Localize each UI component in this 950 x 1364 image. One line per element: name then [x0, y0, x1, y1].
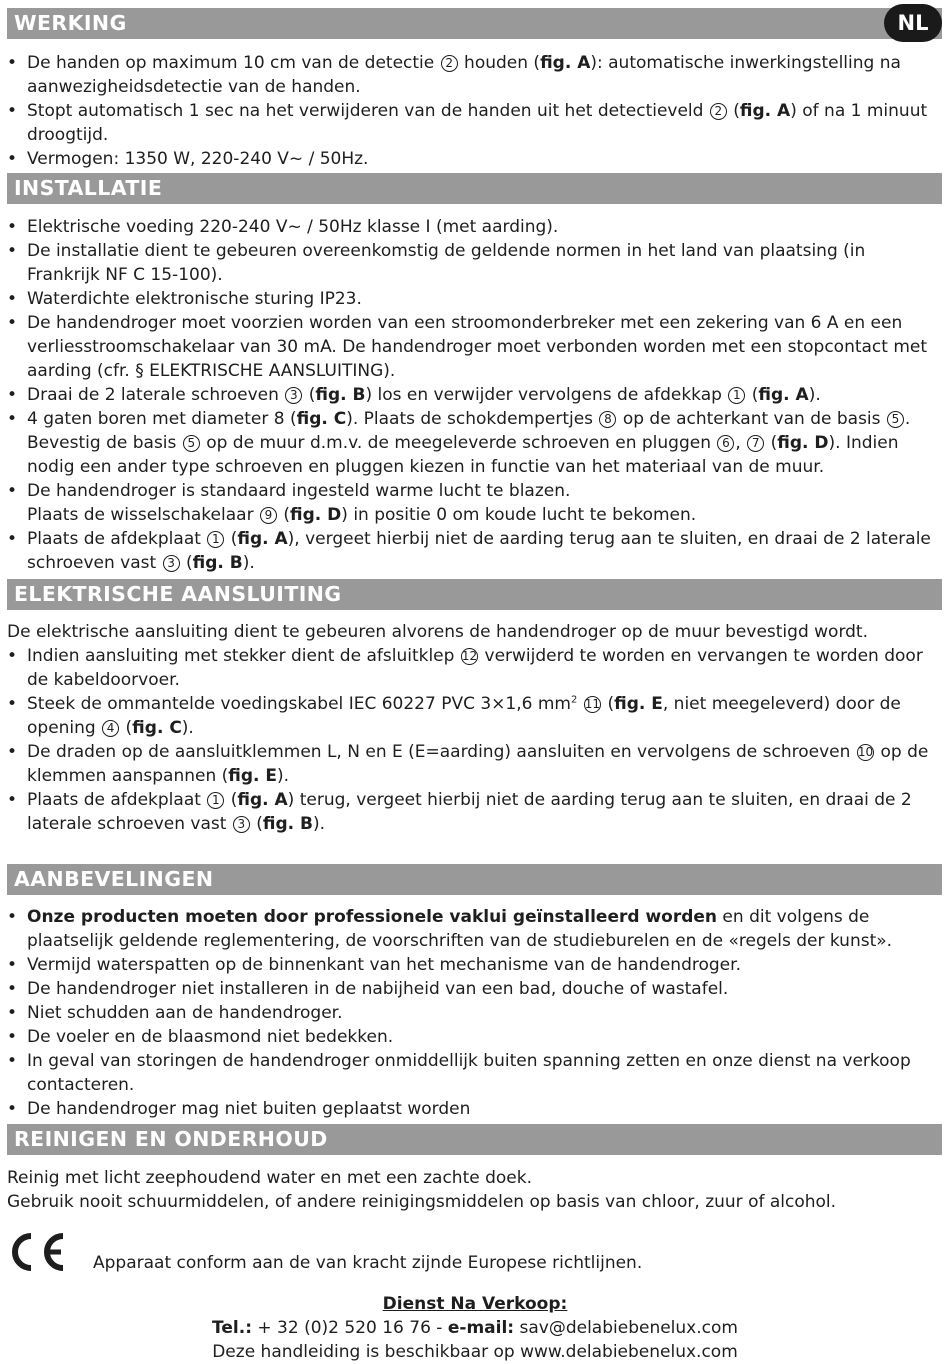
part-number-badge: 7: [747, 435, 764, 452]
section-werking: [7, 8, 942, 171]
text-line: Reinig met licht zeephoudend water en met een zachte doek.: [7, 1168, 532, 1188]
section-header: AANBEVELINGEN: [7, 864, 942, 895]
section-aanbevelingen: [7, 864, 942, 1121]
bold-text: fig. D: [777, 433, 829, 453]
bold-text: fig. B: [192, 553, 243, 573]
section-installatie: [7, 173, 942, 575]
part-number-badge: 1: [207, 792, 224, 809]
list-item: • Steek de ommantelde voedingskabel IEC 60227 PVC 3×1,6 $mm^2$ 11 (fig. E, niet meegeleverd) door de opening 4 (fig. C).: [7, 692, 942, 740]
intro-text: De elektrische aansluiting dient te gebeuren alvorens de handendroger op de muur bevestigd wordt.: [7, 622, 868, 642]
list-item: • Stopt automatisch 1 sec na het verwijderen van de handen uit het detectieveld 2 (fig. A) of na 1 minuut droogtijd.: [7, 99, 942, 147]
bold-text: fig. E: [228, 766, 278, 786]
part-number-badge: 2: [710, 103, 727, 120]
bold-text: fig. A: [540, 53, 591, 73]
list-item: • Waterdichte elektronische sturing IP23.: [7, 287, 942, 311]
part-number-badge: 8: [599, 411, 616, 428]
part-number-badge: 3: [163, 555, 180, 572]
text-line: Gebruik nooit schuurmiddelen, of andere reinigingsmiddelen op basis van chloor, zuur of alcohol.: [7, 1192, 837, 1212]
section-header: WERKING: [7, 8, 942, 39]
list-item: • Vermogen: 1350 W, 220-240 V~ / 50Hz.: [7, 147, 942, 171]
service-title: [0, 1292, 950, 1316]
bold-text: fig. C: [132, 718, 182, 738]
list-item: • Plaats de afdekplaat 1 (fig. A) terug, vergeet hierbij niet de aarding terug aan te sluiten, en draai de 2 laterale schroeven vast 3 (fig. B).: [7, 788, 942, 836]
tel-label: Tel.:: [212, 1318, 252, 1338]
list-item: • De handendroger mag niet buiten geplaatst worden: [7, 1097, 942, 1121]
list-item: • Indien aansluiting met stekker dient de afsluitklep 12 verwijderd te worden en vervangen te worden door de kabeldoorvoer.: [7, 644, 942, 692]
bold-text: fig. A: [237, 790, 288, 810]
list-item: • De handendroger moet voorzien worden van een stroomonderbreker met een zekering van 6 A en een verliesstroomschakelaar van 30 mA. De handendroger moet verbonden worden met een stopcontact met aarding (cfr. § ELEKTRISCHE AANSLUITING).: [7, 311, 942, 383]
list-item: • Elektrische voeding 220-240 V~ / 50Hz klasse I (met aarding).: [7, 215, 942, 239]
bold-text: fig. D: [290, 505, 342, 525]
contact-line: [0, 1316, 950, 1340]
email-value: sav@delabiebenelux.com: [514, 1318, 738, 1338]
bold-text: Onze producten moeten door professionele vaklui geïnstalleerd worden: [27, 907, 718, 927]
section-header: REINIGEN EN ONDERHOUD: [7, 1124, 942, 1155]
list-item: • 4 gaten boren met diameter 8 (fig. C). Plaats de schokdempertjes 8 op de achterkant van de basis 5 . Bevestig de basis 5 op de muur d.m.v. de meegeleverde schroeven en pluggen 6 , 7 (fig. D). Indien nodig een ander type schroeven en pluggen kiezen in functie van het materiaal van de muur.: [7, 407, 942, 479]
section-elektrische-aansluiting: [7, 579, 942, 836]
section-reinigen: [7, 1124, 942, 1214]
superscript: 2: [570, 694, 578, 706]
list-item: • Onze producten moeten door professionele vaklui geïnstalleerd worden en dit volgens de plaatselijk geldende reglementering, de voorschriften van de studieburelen en de «regels der kunst».: [7, 905, 942, 953]
part-number-badge: 5: [887, 411, 904, 428]
list-item: • De handendroger is standaard ingesteld warme lucht te blazen. Plaats de wisselschakelaar 9 (fig. D) in positie 0 om koude lucht te bekomen.: [7, 479, 942, 527]
tel-value: + 32 (0)2 520 16 76 -: [252, 1318, 448, 1338]
bold-text: fig. B: [315, 385, 366, 405]
bullet-list: [7, 644, 942, 836]
list-item: • Vermijd waterspatten op de binnenkant van het mechanisme van de handendroger.: [7, 953, 942, 977]
section-header: INSTALLATIE: [7, 173, 942, 204]
bold-text: fig. B: [262, 814, 313, 834]
email-label: e-mail:: [447, 1318, 515, 1338]
bold-text: fig. C: [296, 409, 347, 429]
bullet-list: [7, 51, 942, 171]
language-badge: NL: [884, 4, 942, 42]
bold-text: fig. A: [739, 101, 791, 121]
part-number-badge: 5: [183, 435, 200, 452]
bold-text: fig. E: [614, 694, 663, 714]
part-number-badge: 11: [584, 697, 601, 711]
part-number-badge: 9: [260, 507, 277, 524]
list-item: • De handendroger niet installeren in de nabijheid van een bad, douche of wastafel.: [7, 977, 942, 1001]
manual-availability-line: Deze handleiding is beschikbaar op www.delabiebenelux.com: [212, 1342, 738, 1362]
list-item: • De voeler en de blaasmond niet bedekken.: [7, 1025, 942, 1049]
list-item: • In geval van storingen de handendroger onmiddellijk buiten spanning zetten en onze dienst na verkoop contacteren.: [7, 1049, 942, 1097]
ce-mark-icon: [6, 1232, 66, 1272]
list-item: • Draai de 2 laterale schroeven 3 (fig. B) los en verwijder vervolgens de afdekkap 1 (fig. A).: [7, 383, 942, 407]
bold-text: fig. A: [758, 385, 809, 405]
bullet-list: [7, 215, 942, 575]
list-item: • De handen op maximum 10 cm van de detectie 2 houden (fig. A): automatische inwerkingstelling na aanwezigheidsdetectie van de handen.: [7, 51, 942, 99]
part-number-badge: 6: [717, 435, 734, 452]
ce-conformity-text: Apparaat conform aan de van kracht zijnde Europese richtlijnen.: [93, 1253, 643, 1273]
list-item: • Niet schudden aan de handendroger.: [7, 1001, 942, 1025]
list-item: • De draden op de aansluitklemmen L, N en E (E=aarding) aansluiten en vervolgens de schroeven 10 op de klemmen aanspannen (fig. E).: [7, 740, 942, 788]
bold-text: fig. A: [237, 529, 288, 549]
part-number-badge: 3: [285, 387, 302, 404]
part-number-badge: 3: [233, 816, 250, 833]
list-item: • Plaats de afdekplaat 1 (fig. A), vergeet hierbij niet de aarding terug aan te sluiten, en draai de 2 laterale schroeven vast 3 (fig. B).: [7, 527, 942, 575]
part-number-badge: 12: [461, 649, 478, 663]
service-title-text: Dienst Na Verkoop:: [382, 1294, 568, 1314]
part-number-badge: 4: [102, 720, 119, 737]
part-number-badge: 1: [728, 387, 745, 404]
list-item: • De installatie dient te gebeuren overeenkomstig de geldende normen in het land van plaatsing (in Frankrijk NF C 15-100).: [7, 239, 942, 287]
bullet-list: [7, 905, 942, 1121]
part-number-badge: 2: [441, 55, 458, 72]
section-header: ELEKTRISCHE AANSLUITING: [7, 579, 942, 610]
part-number-badge: 1: [207, 531, 224, 548]
part-number-badge: 10: [857, 745, 874, 759]
